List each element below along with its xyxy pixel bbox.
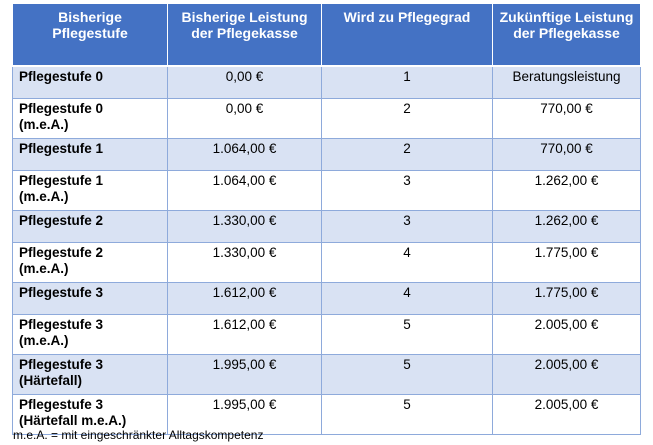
previous-care-level-cell bbox=[13, 283, 168, 315]
care-grade-cell: 5 bbox=[322, 355, 493, 395]
previous-care-level-cell bbox=[13, 211, 168, 243]
table-row bbox=[13, 171, 641, 211]
care-level-qualifier: (Härtefall m.e.A.) bbox=[19, 413, 127, 428]
future-benefit-cell: 1.262,00 € bbox=[493, 211, 641, 243]
care-level-name: Pflegestufe 0 bbox=[19, 69, 104, 84]
care-level-qualifier: (m.e.A.) bbox=[19, 117, 69, 132]
care-level-qualifier: (m.e.A.) bbox=[19, 261, 69, 276]
previous-care-level-cell bbox=[13, 99, 168, 139]
care-grade-cell: 4 bbox=[322, 283, 493, 315]
header-previous-benefit: Bisherige Leistung der Pflegekasse bbox=[168, 4, 322, 66]
previous-benefit-cell: 1.995,00 € bbox=[168, 355, 322, 395]
future-benefit-cell: 2.005,00 € bbox=[493, 395, 641, 435]
care-grade-cell: 2 bbox=[322, 139, 493, 171]
previous-care-level-cell bbox=[13, 355, 168, 395]
care-grade-cell: 3 bbox=[322, 171, 493, 211]
table-row bbox=[13, 99, 641, 139]
care-grade-cell: 4 bbox=[322, 243, 493, 283]
table-row bbox=[13, 355, 641, 395]
previous-benefit-cell: 1.064,00 € bbox=[168, 171, 322, 211]
previous-benefit-cell: 1.330,00 € bbox=[168, 243, 322, 283]
care-level-table-container bbox=[12, 4, 640, 435]
abbreviation-footnote: m.e.A. = mit eingeschränkter Alltagskompetenz bbox=[13, 428, 264, 442]
care-level-qualifier: (m.e.A.) bbox=[19, 333, 69, 348]
previous-benefit-cell: 0,00 € bbox=[168, 99, 322, 139]
care-level-name: Pflegestufe 2 bbox=[19, 245, 104, 260]
future-benefit-cell: 770,00 € bbox=[493, 139, 641, 171]
care-level-qualifier: (Härtefall) bbox=[19, 373, 83, 388]
previous-benefit-cell: 1.612,00 € bbox=[168, 283, 322, 315]
table-header-row bbox=[13, 4, 641, 66]
future-benefit-cell: 1.775,00 € bbox=[493, 283, 641, 315]
future-benefit-cell: 1.262,00 € bbox=[493, 171, 641, 211]
care-grade-cell: 2 bbox=[322, 99, 493, 139]
header-previous-care-level: Bisherige Pflegestufe bbox=[13, 4, 168, 66]
care-level-name: Pflegestufe 0 bbox=[19, 101, 104, 116]
care-level-name: Pflegestufe 3 bbox=[19, 317, 104, 332]
care-grade-cell: 1 bbox=[322, 66, 493, 99]
care-level-name: Pflegestufe 1 bbox=[19, 141, 104, 156]
care-level-table bbox=[12, 4, 641, 435]
table-row bbox=[13, 211, 641, 243]
previous-care-level-cell bbox=[13, 139, 168, 171]
header-future-benefit: Zukünftige Leistung der Pflegekasse bbox=[493, 4, 641, 66]
care-grade-cell: 3 bbox=[322, 211, 493, 243]
previous-care-level-cell bbox=[13, 171, 168, 211]
future-benefit-cell: 2.005,00 € bbox=[493, 355, 641, 395]
table-row bbox=[13, 66, 641, 99]
care-level-name: Pflegestufe 3 bbox=[19, 397, 104, 412]
table-row bbox=[13, 315, 641, 355]
future-benefit-cell: Beratungsleistung bbox=[493, 66, 641, 99]
table-row bbox=[13, 283, 641, 315]
previous-benefit-cell: 1.995,00 € bbox=[168, 395, 322, 435]
previous-benefit-cell: 1.330,00 € bbox=[168, 211, 322, 243]
future-benefit-cell: 770,00 € bbox=[493, 99, 641, 139]
care-grade-cell: 5 bbox=[322, 395, 493, 435]
header-becomes-care-grade: Wird zu Pflegegrad bbox=[322, 4, 493, 66]
table-row bbox=[13, 139, 641, 171]
previous-benefit-cell: 1.612,00 € bbox=[168, 315, 322, 355]
previous-benefit-cell: 1.064,00 € bbox=[168, 139, 322, 171]
previous-care-level-cell bbox=[13, 243, 168, 283]
previous-benefit-cell: 0,00 € bbox=[168, 66, 322, 99]
care-level-name: Pflegestufe 3 bbox=[19, 357, 104, 372]
future-benefit-cell: 1.775,00 € bbox=[493, 243, 641, 283]
future-benefit-cell: 2.005,00 € bbox=[493, 315, 641, 355]
care-level-qualifier: (m.e.A.) bbox=[19, 189, 69, 204]
care-level-name: Pflegestufe 2 bbox=[19, 213, 104, 228]
care-grade-cell: 5 bbox=[322, 315, 493, 355]
previous-care-level-cell bbox=[13, 315, 168, 355]
care-level-name: Pflegestufe 3 bbox=[19, 285, 104, 300]
previous-care-level-cell bbox=[13, 66, 168, 99]
table-row bbox=[13, 243, 641, 283]
care-level-name: Pflegestufe 1 bbox=[19, 173, 104, 188]
